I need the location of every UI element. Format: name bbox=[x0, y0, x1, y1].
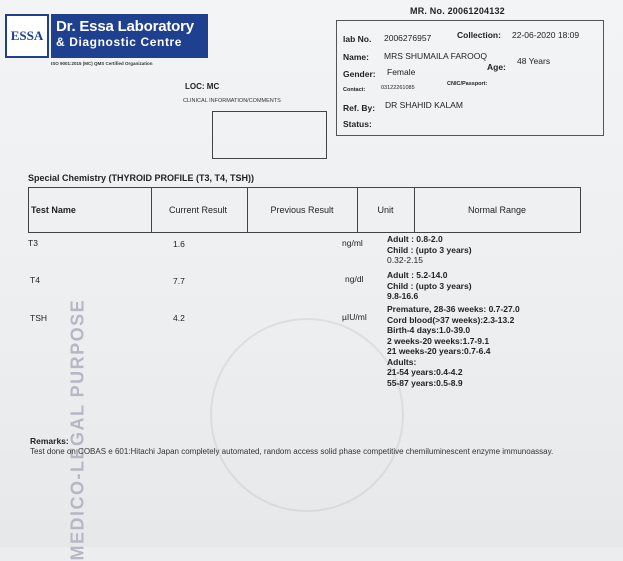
row-t3-unit: ng/ml bbox=[342, 238, 363, 248]
name-label: Name: bbox=[343, 52, 369, 62]
section-title: Special Chemistry (THYROID PROFILE (T3, T4, TSH)) bbox=[28, 173, 255, 183]
results-table-header bbox=[28, 187, 581, 233]
range-line: Birth-4 days:1.0-39.0 bbox=[387, 325, 471, 335]
location: LOC: MC bbox=[185, 82, 220, 91]
clinical-info-box bbox=[212, 111, 327, 159]
age-label: Age: bbox=[487, 62, 506, 72]
clinical-info-label: CLINICAL INFORMATION/COMMENTS bbox=[183, 98, 281, 104]
header-test-name: Test Name bbox=[29, 188, 152, 232]
header-normal-range: Normal Range bbox=[467, 205, 527, 215]
row-t3-test: T3 bbox=[28, 238, 38, 248]
range-line: Child : (upto 3 years) bbox=[387, 280, 472, 291]
range-line: Cord blood(>37 weeks):2.3-13.2 bbox=[387, 314, 515, 325]
mr-number: MR. No. 20061204132 bbox=[410, 6, 505, 16]
remarks-label: Remarks: bbox=[30, 436, 69, 446]
watermark-text: MEDICO-LEGAL PURPOSE bbox=[67, 298, 88, 561]
faded-stamp bbox=[210, 318, 404, 512]
collection-label: Collection: bbox=[457, 30, 501, 40]
lab-logo bbox=[5, 14, 208, 72]
range-line: Adult : 0.8-2.0 bbox=[387, 234, 443, 244]
contact-label: Contact: bbox=[343, 87, 366, 93]
row-tsh-range bbox=[387, 304, 520, 388]
header-previous-result: Previous Result bbox=[247, 188, 358, 232]
row-t4-test: T4 bbox=[30, 275, 40, 285]
lab-no-value: 2006276957 bbox=[384, 33, 432, 43]
range-line: Adults: bbox=[387, 356, 417, 367]
range-line: 21 weeks-20 years:0.7-6.4 bbox=[387, 346, 491, 356]
row-tsh-unit: µIU/ml bbox=[342, 312, 367, 322]
range-line: Child : (upto 3 years) bbox=[387, 244, 472, 255]
logo-mark: ESSA bbox=[5, 14, 49, 58]
patient-info-box bbox=[336, 20, 604, 136]
refby-label: Ref. By: bbox=[343, 103, 376, 113]
header-unit: Unit bbox=[357, 188, 415, 232]
range-line: 55-87 years:0.5-8.9 bbox=[387, 377, 463, 388]
status-label: Status: bbox=[343, 119, 372, 129]
row-tsh-result: 4.2 bbox=[173, 313, 185, 323]
header-current-result: Current Result bbox=[149, 188, 248, 232]
refby-value: DR SHAHID KALAM bbox=[385, 100, 463, 110]
range-line: Premature, 28-36 weeks: 0.7-27.0 bbox=[387, 304, 520, 314]
row-t4-result: 7.7 bbox=[173, 276, 185, 286]
row-t4-range bbox=[387, 270, 472, 302]
row-t3-result: 1.6 bbox=[173, 239, 185, 249]
lab-name: Dr. Essa Laboratory bbox=[56, 18, 194, 35]
row-tsh-test: TSH bbox=[30, 313, 47, 323]
contact-value: 03122261085 bbox=[381, 85, 415, 91]
range-line: 9.8-16.6 bbox=[387, 291, 419, 301]
cnic-label: CNIC/Passport: bbox=[447, 81, 488, 87]
range-line: 0.32-2.15 bbox=[387, 255, 423, 265]
range-line: Adult : 5.2-14.0 bbox=[387, 270, 448, 280]
collection-value: 22-06-2020 18:09 bbox=[512, 30, 580, 40]
row-t4-unit: ng/dl bbox=[345, 274, 364, 284]
gender-label: Gender: bbox=[343, 69, 376, 79]
remarks-text: Test done on COBAS e 601:Hitachi Japan completely automated, random access solid phase competitive chemiluminescent enzyme immunoassay. bbox=[30, 447, 554, 456]
range-line: 2 weeks-20 weeks:1.7-9.1 bbox=[387, 335, 490, 346]
iso-certification: ISO 9001:2015 (MC) QMS Certified Organization bbox=[51, 61, 153, 66]
range-line: 21-54 years:0.4-4.2 bbox=[387, 367, 463, 377]
lab-no-label: lab No. bbox=[343, 34, 372, 44]
age-value: 48 Years bbox=[517, 56, 551, 66]
gender-value: Female bbox=[387, 67, 416, 77]
name-value: MRS SHUMAILA FAROOQ bbox=[384, 51, 487, 61]
row-t3-range bbox=[387, 234, 472, 266]
lab-subtitle: & Diagnostic Centre bbox=[56, 35, 183, 49]
logo-band bbox=[51, 14, 208, 58]
